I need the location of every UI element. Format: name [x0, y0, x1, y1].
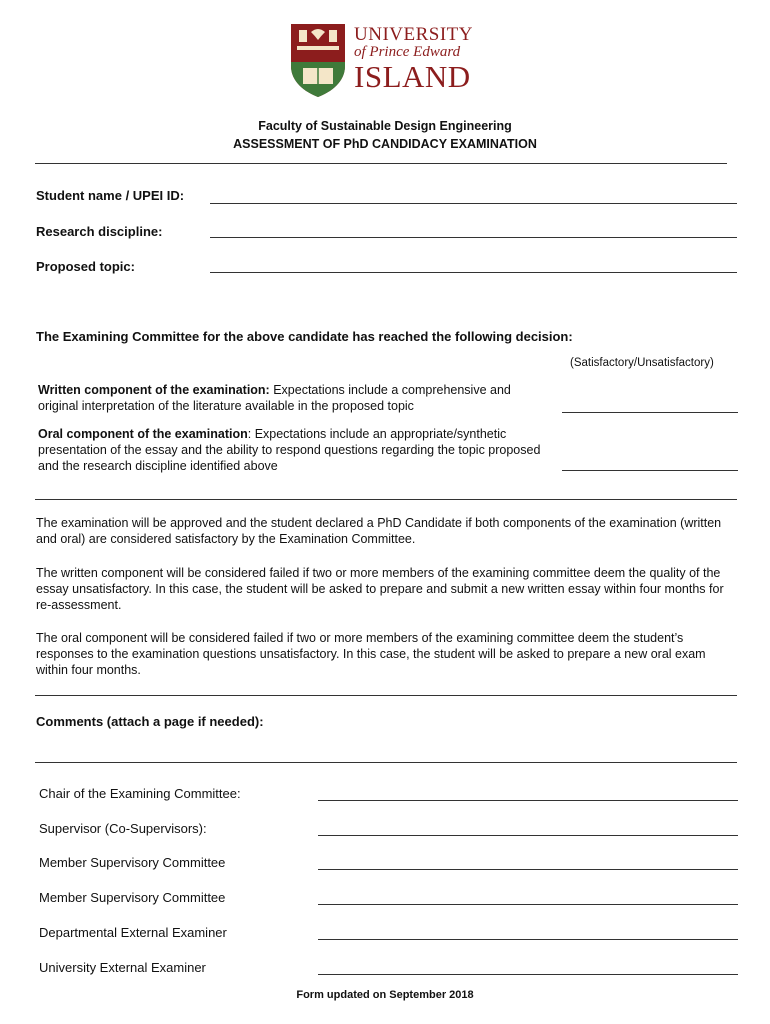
member1-signature-field[interactable] — [318, 869, 738, 870]
proposed-topic-field[interactable] — [210, 272, 737, 273]
chair-signature-field[interactable] — [318, 800, 738, 801]
member1-signature-label: Member Supervisory Committee — [39, 855, 226, 870]
university-logo — [289, 22, 474, 98]
oral-component-description — [38, 426, 553, 474]
approval-rule-paragraph: The examination will be approved and the student declared a PhD Candidate if both components of the examination (written and oral) are considered satisfactory by the Examination Committee. — [36, 516, 722, 546]
oral-component-title: Oral component of the examination — [38, 427, 248, 441]
faculty-title: Faculty of Sustainable Design Engineering — [258, 119, 512, 133]
chair-signature-label: Chair of the Examining Committee: — [39, 786, 241, 801]
written-component-text: Expectations include a comprehensive and original interpretation of the literature available in the proposed topic — [38, 383, 511, 413]
proposed-topic-label: Proposed topic: — [36, 259, 135, 274]
departmental-examiner-signature-label: Departmental External Examiner — [39, 925, 227, 940]
research-discipline-field[interactable] — [210, 237, 737, 238]
university-examiner-signature-label: University External Examiner — [39, 960, 206, 975]
decision-options-hint: (Satisfactory/Unsatisfactory) — [570, 357, 714, 369]
supervisor-signature-label: Supervisor (Co-Supervisors): — [39, 821, 207, 836]
logo-line-university: UNIVERSITY — [354, 24, 473, 45]
member2-signature-field[interactable] — [318, 904, 738, 905]
comments-divider — [35, 762, 737, 763]
member2-signature-label: Member Supervisory Committee — [39, 890, 226, 905]
logo-line-prince-edward: of Prince Edward — [354, 44, 461, 60]
comments-area[interactable] — [36, 730, 736, 756]
oral-fail-rule-paragraph: The oral component will be considered failed if two or more members of the examining committee deem the student’s responses to the examination questions unsatisfactory. In this case, the student will be asked to prepare a new oral exam within four months. — [36, 631, 706, 677]
supervisor-signature-field[interactable] — [318, 835, 738, 836]
form-title: ASSESSMENT OF PhD CANDIDACY EXAMINATION — [233, 137, 537, 151]
written-component-result-field[interactable] — [562, 412, 738, 413]
written-fail-rule-paragraph: The written component will be considered failed if two or more members of the examining committee deem the quality of the essay unsatisfactory. In this case, the student will be asked to prepare and submit a new written essay within four months for re-assessment. — [36, 566, 724, 612]
written-component-description — [38, 382, 553, 414]
written-component-title: Written component of the examination: — [38, 383, 270, 397]
student-name-label: Student name / UPEI ID: — [36, 188, 185, 203]
crest-icon — [289, 22, 347, 98]
header-divider — [35, 163, 727, 164]
rules-divider — [35, 695, 737, 696]
oral-component-text: : Expectations include an appropriate/synthetic presentation of the essay and the ability to respond questions regarding the topic proposed and the research discipline identified above — [38, 427, 541, 473]
decision-intro: The Examining Committee for the above candidate has reached the following decision: — [36, 329, 573, 344]
form-updated-footer: Form updated on September 2018 — [296, 989, 474, 1001]
student-name-field[interactable] — [210, 203, 737, 204]
comments-label: Comments (attach a page if needed): — [36, 714, 264, 729]
oral-component-result-field[interactable] — [562, 470, 738, 471]
departmental-examiner-signature-field[interactable] — [318, 939, 738, 940]
research-discipline-label: Research discipline: — [36, 224, 163, 239]
university-examiner-signature-field[interactable] — [318, 974, 738, 975]
decision-divider — [35, 499, 737, 500]
logo-line-island: ISLAND — [354, 59, 471, 94]
